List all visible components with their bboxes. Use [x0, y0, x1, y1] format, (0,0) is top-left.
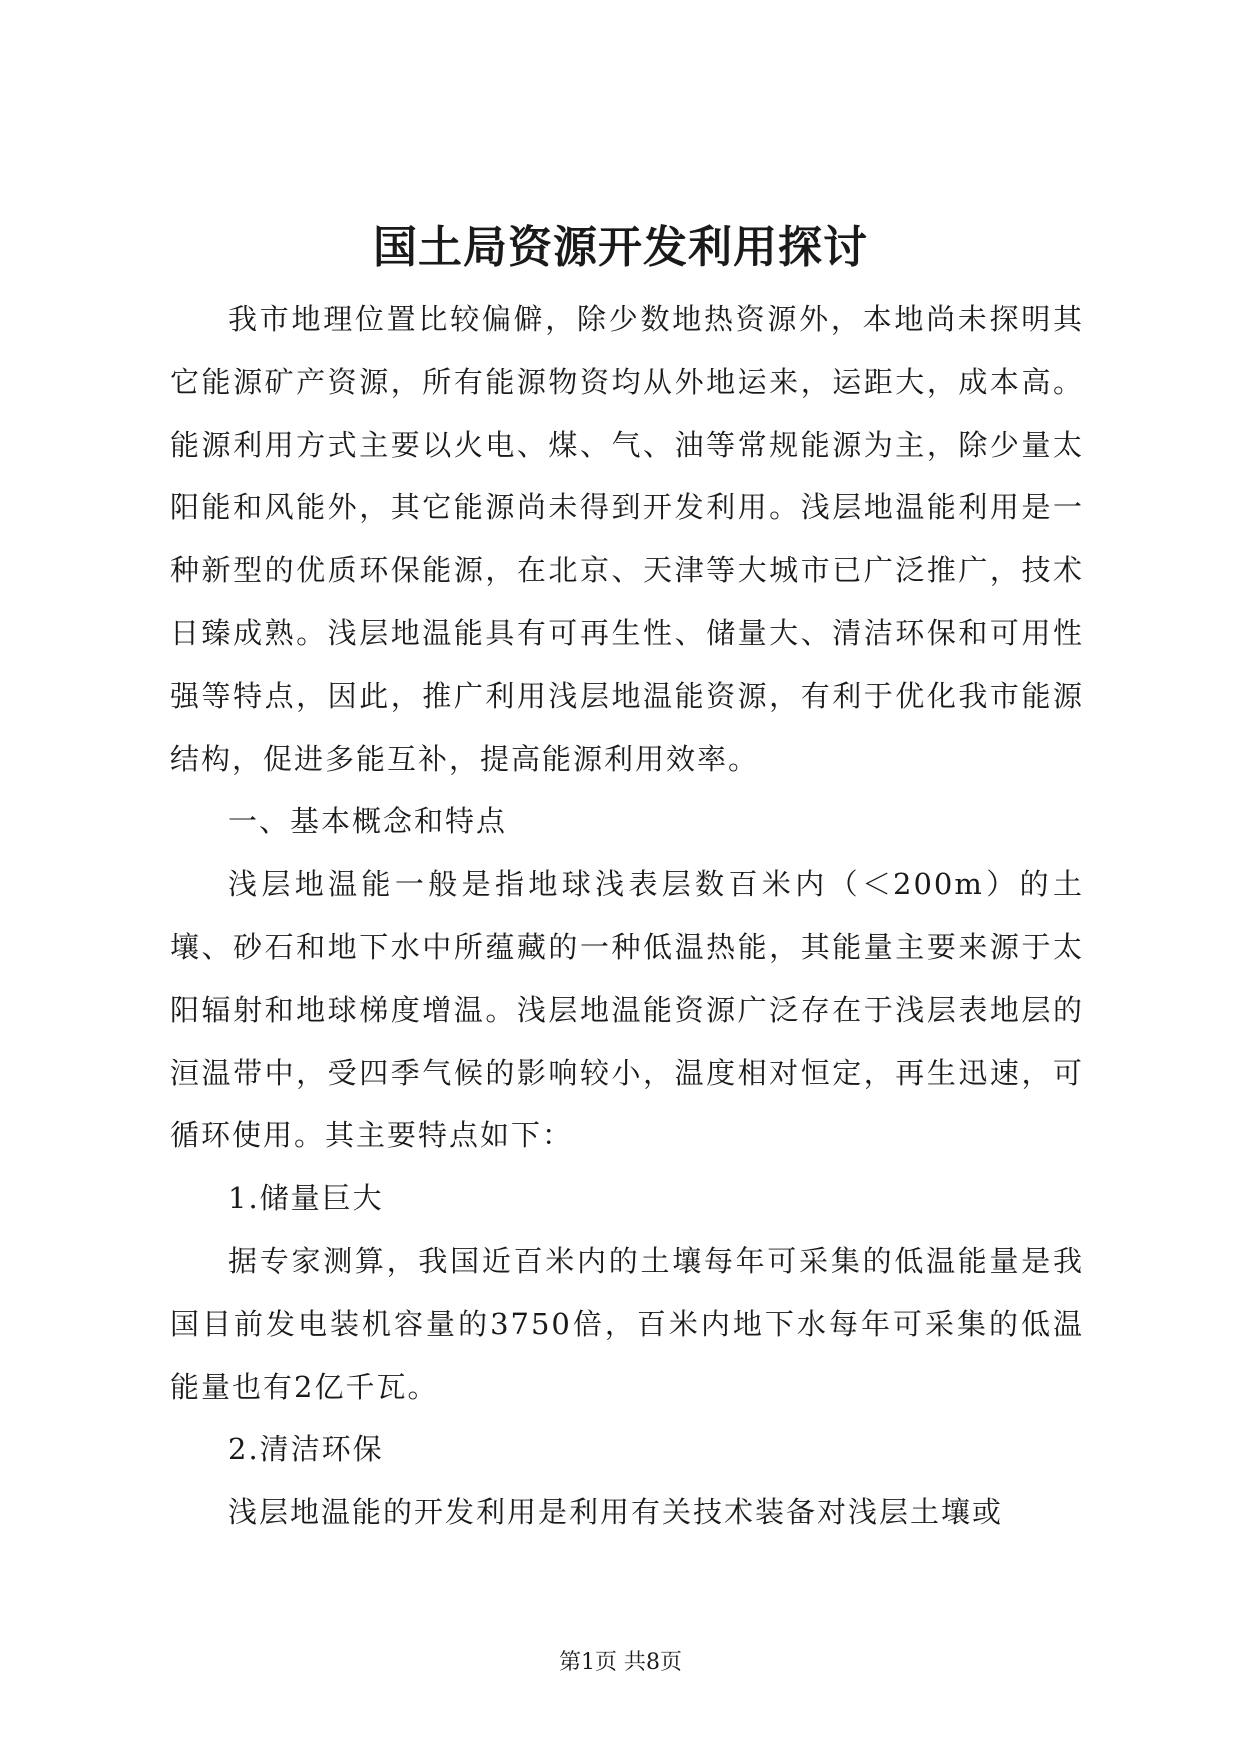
- subheading-clean-environment: 2.清洁环保: [228, 1432, 384, 1467]
- document-title: 国土局资源开发利用探讨: [373, 222, 868, 273]
- paragraph-intro: 我市地理位置比较偏僻，除少数地热资源外，本地尚未探明其它能源矿产资源，所有能源物资均从外地运来，运距大，成本高。能源利用方式主要以火电、煤、气、油等常规能源为主，除少量太阳能和风能外，其它能源尚未得到开发利用。浅层地温能利用是一种新型的优质环保能源，在北京、天津等大城市已广泛推广，技术日臻成熟。浅层地温能具有可再生性、储量大、清洁环保和可用性强等特点，因此，推广利用浅层地温能资源，有利于优化我市能源结构，促进多能互补，提高能源利用效率。: [170, 302, 1084, 776]
- paragraph-definition: 浅层地温能一般是指地球浅表层数百米内（＜200m）的土壤、砂石和地下水中所蕴藏的一种低温热能，其能量主要来源于太阳辐射和地球梯度增温。浅层地温能资源广泛存在于浅层表地层的洹温带中，受四季气候的影响较小，温度相对恒定，再生迅速，可循环使用。其主要特点如下：: [170, 867, 1084, 1153]
- page-footer: 第1页 共8页: [559, 1650, 682, 1675]
- section-heading-basic-concepts: 一、基本概念和特点: [228, 804, 508, 839]
- document-body: [170, 288, 1084, 1544]
- subheading-large-reserves: 1.储量巨大: [228, 1181, 384, 1216]
- paragraph-reserves: 据专家测算，我国近百米内的土壤每年可采集的低温能量是我国目前发电装机容量的3750倍，百米内地下水每年可采集的低温能量也有2亿千瓦。: [170, 1243, 1084, 1404]
- paragraph-clean-environment: 浅层地温能的开发利用是利用有关技术装备对浅层土壤或: [228, 1495, 1004, 1530]
